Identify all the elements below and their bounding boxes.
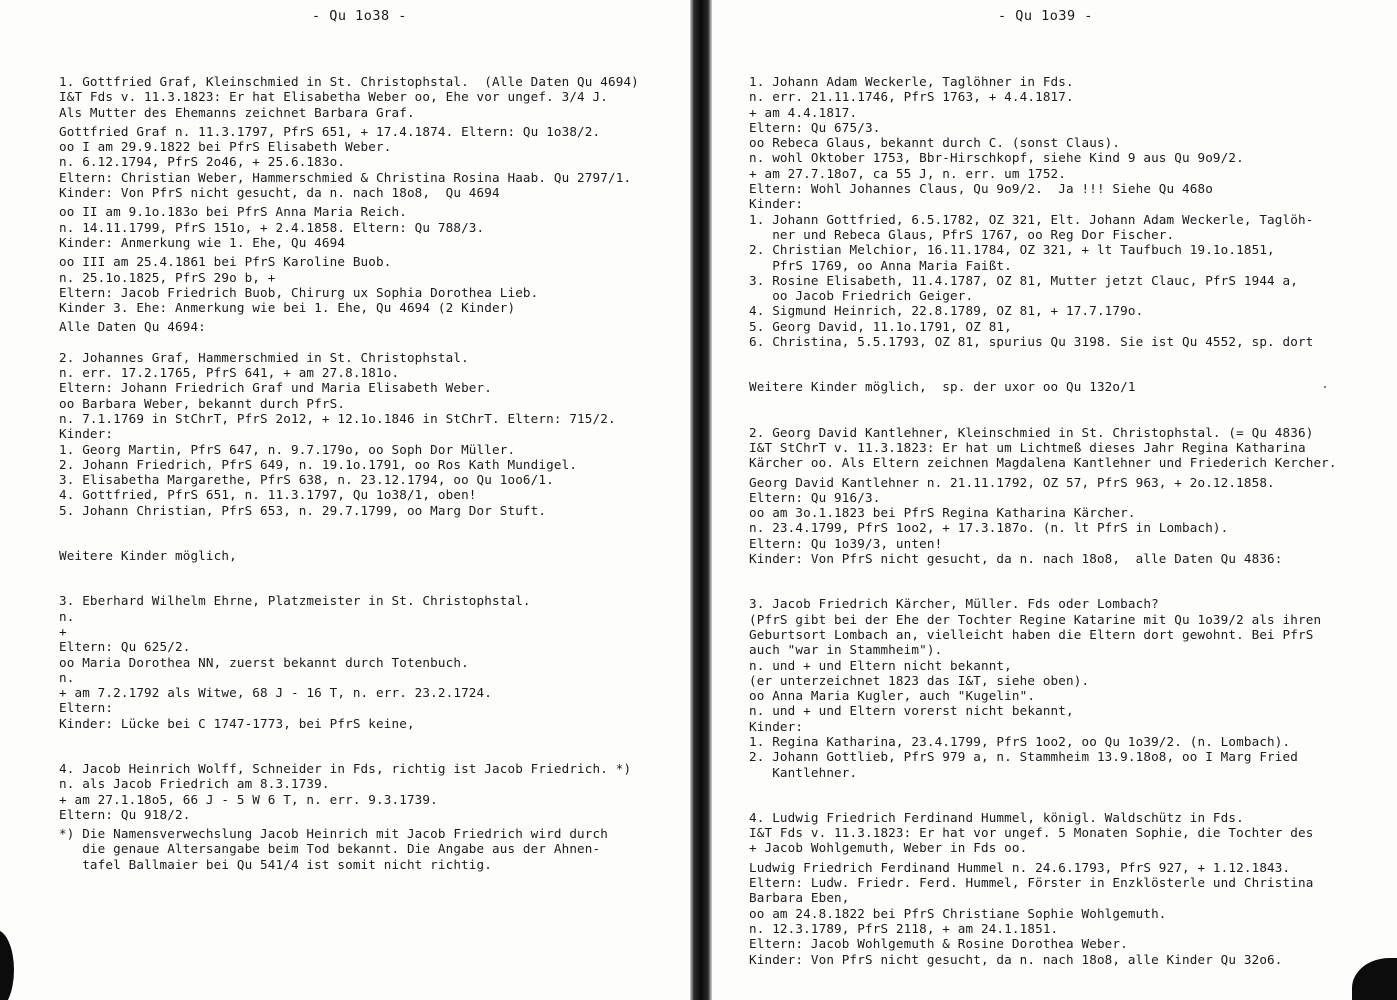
text-line: 2. Johann Friedrich, PfrS 649, n. 19.1o.1791, oo Ros Kath Mundigel.	[59, 456, 578, 472]
text-line: +	[59, 623, 67, 639]
text-line: oo am 3o.1.1823 bei PfrS Regina Katharina Kärcher.	[749, 505, 1136, 521]
entry-block	[59, 826, 639, 872]
text-line: Eltern: Qu 625/2.	[59, 639, 191, 655]
text-line: 5. Georg David, 11.1o.1791, OZ 81,	[749, 318, 1012, 334]
text-line: n.	[59, 669, 75, 685]
text-line: oo Barbara Weber, bekannt durch PfrS.	[59, 395, 346, 411]
text-line: Kinder:	[749, 718, 804, 734]
right-page-text	[749, 74, 1337, 967]
text-line: 2. Georg David Kantlehner, Kleinschmied in St. Christophstal. (= Qu 4836)	[749, 424, 1314, 440]
text-line: tafel Ballmaier bei Qu 541/4 ist somit nicht richtig.	[59, 856, 492, 872]
text-line: n. err. 21.11.1746, PfrS 1763, + 4.4.1817.	[749, 89, 1074, 105]
text-line: 3. Elisabetha Margarethe, PfrS 638, n. 23.12.1794, oo Qu 1oo6/1.	[59, 472, 554, 488]
text-line: Kinder:	[59, 426, 114, 442]
text-line: Eltern: Wohl Johannes Claus, Qu 9o9/2. Ja !!! Siehe Qu 468o	[749, 181, 1213, 197]
text-line: 1. Regina Katharina, 23.4.1799, PfrS 1oo2, oo Qu 1o39/2. (n. Lombach).	[749, 733, 1291, 749]
text-line: + am 4.4.1817.	[749, 104, 858, 120]
text-line: n. und + und Eltern nicht bekannt,	[749, 657, 1012, 673]
text-line: oo II am 9.1o.183o bei PfrS Anna Maria Reich.	[59, 204, 407, 220]
entry-block	[59, 74, 639, 120]
text-line: Kinder: Von PfrS nicht gesucht, da n. nach 18o8, Qu 4694	[59, 185, 500, 201]
block-gap	[59, 731, 639, 761]
text-line: n. 6.12.1794, PfrS 2o46, + 25.6.183o.	[59, 154, 346, 170]
entry-block	[59, 124, 639, 200]
left-page-text	[59, 74, 639, 872]
block-gap	[59, 563, 639, 593]
entry-block	[59, 319, 639, 334]
text-line: 3. Rosine Elisabeth, 11.4.1787, OZ 81, Mutter jetzt Clauc, PfrS 1944 a,	[749, 272, 1298, 288]
page-header-left: - Qu 1o38 -	[312, 8, 407, 24]
text-line: Kinder:	[749, 196, 804, 212]
entry-block	[749, 379, 1337, 394]
text-line: 2. Johannes Graf, Hammerschmied in St. Christophstal.	[59, 349, 469, 365]
text-line: n. err. 17.2.1765, PfrS 641, + am 27.8.181o.	[59, 365, 400, 381]
text-line: 4. Gottfried, PfrS 651, n. 11.3.1797, Qu 1o38/1, oben!	[59, 487, 477, 503]
text-line: oo I am 29.9.1822 bei PfrS Elisabeth Weber.	[59, 139, 392, 155]
text-line: 4. Ludwig Friedrich Ferdinand Hummel, königl. Waldschütz in Fds.	[749, 809, 1244, 825]
text-line: 3. Jacob Friedrich Kärcher, Müller. Fds oder Lombach?	[749, 596, 1159, 612]
text-line: Eltern: Ludw. Friedr. Ferd. Hummel, Förster in Enzklösterle und Christina	[749, 875, 1314, 891]
text-line: n. als Jacob Friedrich am 8.3.1739.	[59, 776, 330, 792]
block-gap	[749, 566, 1337, 596]
left-page	[0, 0, 690, 1000]
scan-speck	[1324, 386, 1326, 388]
entry-block	[749, 74, 1337, 349]
text-line: Eltern: Johann Friedrich Graf und Maria Elisabeth Weber.	[59, 380, 492, 396]
entry-block	[59, 548, 639, 563]
text-line: + am 27.7.18o7, ca 55 J, n. err. um 1752.	[749, 165, 1067, 181]
block-gap	[59, 335, 639, 350]
text-line: n. 14.11.1799, PfrS 151o, + 2.4.1858. Eltern: Qu 788/3.	[59, 219, 485, 235]
text-line: n.	[59, 608, 75, 624]
text-line: n. 12.3.1789, PfrS 2118, + am 24.1.1851.	[749, 920, 1059, 936]
text-line: 2. Christian Melchior, 16.11.1784, OZ 321, + lt Taufbuch 19.1o.1851,	[749, 242, 1275, 258]
text-line: I&T StChrT v. 11.3.1823: Er hat um Lichtmeß dieses Jahr Regina Katharina	[749, 439, 1306, 455]
book-spine	[690, 0, 712, 1000]
right-page	[712, 0, 1397, 1000]
text-line: Georg David Kantlehner n. 21.11.1792, OZ 57, PfrS 963, + 2o.12.1858.	[749, 474, 1275, 490]
text-line: Kinder: Lücke bei C 1747-1773, bei PfrS keine,	[59, 715, 415, 731]
text-line: (er unterzeichnet 1823 das I&T, siehe oben).	[749, 672, 1090, 688]
text-line: (PfrS gibt bei der Ehe der Tochter Regine Katarine mit Qu 1o39/2 als ihren	[749, 611, 1322, 627]
text-line: Kantlehner.	[749, 764, 858, 780]
text-line: Eltern:	[59, 700, 114, 716]
text-line: PfrS 1769, oo Anna Maria Faißt.	[749, 257, 1012, 273]
text-line: n. 23.4.1799, PfrS 1oo2, + 17.3.187o. (n. lt PfrS in Lombach).	[749, 520, 1229, 536]
entry-block	[59, 593, 639, 731]
text-line: 1. Georg Martin, PfrS 647, n. 9.7.179o, oo Soph Dor Müller.	[59, 441, 516, 457]
text-line: 5. Johann Christian, PfrS 653, n. 29.7.1799, oo Marg Dor Stuft.	[59, 502, 547, 518]
text-line: 1. Johann Gottfried, 6.5.1782, OZ 321, Elt. Johann Adam Weckerle, Taglöh-	[749, 211, 1314, 227]
block-gap	[749, 395, 1337, 425]
text-line: Ludwig Friedrich Ferdinand Hummel n. 24.6.1793, PfrS 927, + 1.12.1843.	[749, 859, 1291, 875]
text-line: 1. Gottfried Graf, Kleinschmied in St. Christophstal. (Alle Daten Qu 4694)	[59, 74, 639, 89]
text-line: oo Maria Dorothea NN, zuerst bekannt durch Totenbuch.	[59, 654, 469, 670]
text-line: Kinder 3. Ehe: Anmerkung wie bei 1. Ehe, Qu 4694 (2 Kinder)	[59, 300, 516, 316]
text-line: Als Mutter des Ehemanns zeichnet Barbara Graf.	[59, 104, 415, 120]
text-line: Eltern: Jacob Friedrich Buob, Chirurg ux Sophia Dorothea Lieb.	[59, 284, 539, 300]
text-line: n. und + und Eltern vorerst nicht bekannt,	[749, 703, 1074, 719]
text-line: Kinder: Anmerkung wie 1. Ehe, Qu 4694	[59, 234, 346, 250]
text-line: n. wohl Oktober 1753, Bbr-Hirschkopf, siehe Kind 9 aus Qu 9o9/2.	[749, 150, 1244, 166]
entry-block	[749, 596, 1337, 780]
text-line: Kinder: Von PfrS nicht gesucht, da n. nach 18o8, alle Kinder Qu 32o6.	[749, 951, 1283, 967]
text-line: Kärcher oo. Als Eltern zeichnen Magdalena Kantlehner und Friederich Kercher.	[749, 455, 1337, 471]
text-line: oo Jacob Friedrich Geiger.	[749, 288, 974, 304]
text-line: n. 25.1o.1825, PfrS 29o b, +	[59, 269, 276, 285]
text-line: oo Rebeca Glaus, bekannt durch C. (sonst Claus).	[749, 135, 1121, 151]
entry-block	[59, 254, 639, 315]
text-line: Eltern: Qu 1o39/3, unten!	[749, 535, 943, 551]
text-line: Gottfried Graf n. 11.3.1797, PfrS 651, + 17.4.1874. Eltern: Qu 1o38/2.	[59, 123, 601, 139]
block-gap	[59, 518, 639, 548]
entry-block	[749, 810, 1337, 856]
text-line: 6. Christina, 5.5.1793, OZ 81, spurius Qu 3198. Sie ist Qu 4552, sp. dort	[749, 334, 1314, 350]
text-line: Eltern: Christian Weber, Hammerschmied & Christina Rosina Haab. Qu 2797/1.	[59, 169, 632, 185]
text-line: oo Anna Maria Kugler, auch "Kugelin".	[749, 688, 1036, 704]
text-line: oo III am 25.4.1861 bei PfrS Karoline Buob.	[59, 254, 392, 270]
text-line: *) Die Namensverwechslung Jacob Heinrich mit Jacob Friedrich wird durch	[59, 826, 608, 842]
text-line: Alle Daten Qu 4694:	[59, 319, 206, 335]
text-line: die genaue Altersangabe beim Tod bekannt. Die Angabe aus der Ahnen-	[59, 841, 601, 857]
text-line: Eltern: Qu 916/3.	[749, 489, 881, 505]
text-line: + am 7.2.1792 als Witwe, 68 J - 16 T, n. err. 23.2.1724.	[59, 685, 492, 701]
text-line: oo am 24.8.1822 bei PfrS Christiane Sophie Wohlgemuth.	[749, 905, 1167, 921]
text-line: Weitere Kinder möglich,	[59, 548, 237, 564]
scan-shadow-right	[1352, 958, 1397, 1000]
text-line: + Jacob Wohlgemuth, Weber in Fds oo.	[749, 840, 1028, 856]
text-line: Kinder: Von PfrS nicht gesucht, da n. nach 18o8, alle Daten Qu 4836:	[749, 551, 1283, 567]
text-line: I&T Fds v. 11.3.1823: Er hat Elisabetha Weber oo, Ehe vor ungef. 3/4 J.	[59, 89, 608, 105]
entry-block	[749, 425, 1337, 471]
text-line: auch "war in Stammheim").	[749, 642, 943, 658]
entry-block	[59, 761, 639, 822]
text-line: 4. Sigmund Heinrich, 22.8.1789, OZ 81, + 17.7.179o.	[749, 303, 1144, 319]
text-line: Weitere Kinder möglich, sp. der uxor oo Qu 132o/1	[749, 379, 1136, 395]
entry-block	[749, 475, 1337, 567]
text-line: Eltern: Jacob Wohlgemuth & Rosine Dorothea Weber.	[749, 936, 1128, 952]
text-line: 4. Jacob Heinrich Wolff, Schneider in Fds, richtig ist Jacob Friedrich. *)	[59, 760, 632, 776]
scan-shadow-left	[0, 930, 14, 1000]
text-line: ner und Rebeca Glaus, PfrS 1767, oo Reg Dor Fischer.	[749, 226, 1175, 242]
block-gap	[749, 780, 1337, 810]
text-line: 3. Eberhard Wilhelm Ehrne, Platzmeister in St. Christophstal.	[59, 593, 531, 609]
text-line: I&T Fds v. 11.3.1823: Er hat vor ungef. 5 Monaten Sophie, die Tochter des	[749, 825, 1314, 841]
entry-block	[59, 204, 639, 250]
text-line: Barbara Eben,	[749, 890, 850, 906]
text-line: 2. Johann Gottlieb, PfrS 979 a, n. Stammheim 13.9.18o8, oo I Marg Fried	[749, 749, 1298, 765]
text-line: n. 7.1.1769 in StChrT, PfrS 2o12, + 12.1o.1846 in StChrT. Eltern: 715/2.	[59, 410, 616, 426]
text-line: Geburtsort Lombach an, vielleicht haben die Eltern dort gewohnt. Bei PfrS	[749, 626, 1314, 642]
entry-block	[59, 350, 639, 518]
text-line: Eltern: Qu 918/2.	[59, 806, 191, 822]
text-line: + am 27.1.18o5, 66 J - 5 W 6 T, n. err. 9.3.1739.	[59, 791, 438, 807]
block-gap	[749, 349, 1337, 379]
text-line: Eltern: Qu 675/3.	[749, 119, 881, 135]
page-header-right: - Qu 1o39 -	[998, 8, 1093, 24]
text-line: 1. Johann Adam Weckerle, Taglöhner in Fds.	[749, 74, 1074, 89]
entry-block	[749, 860, 1337, 967]
